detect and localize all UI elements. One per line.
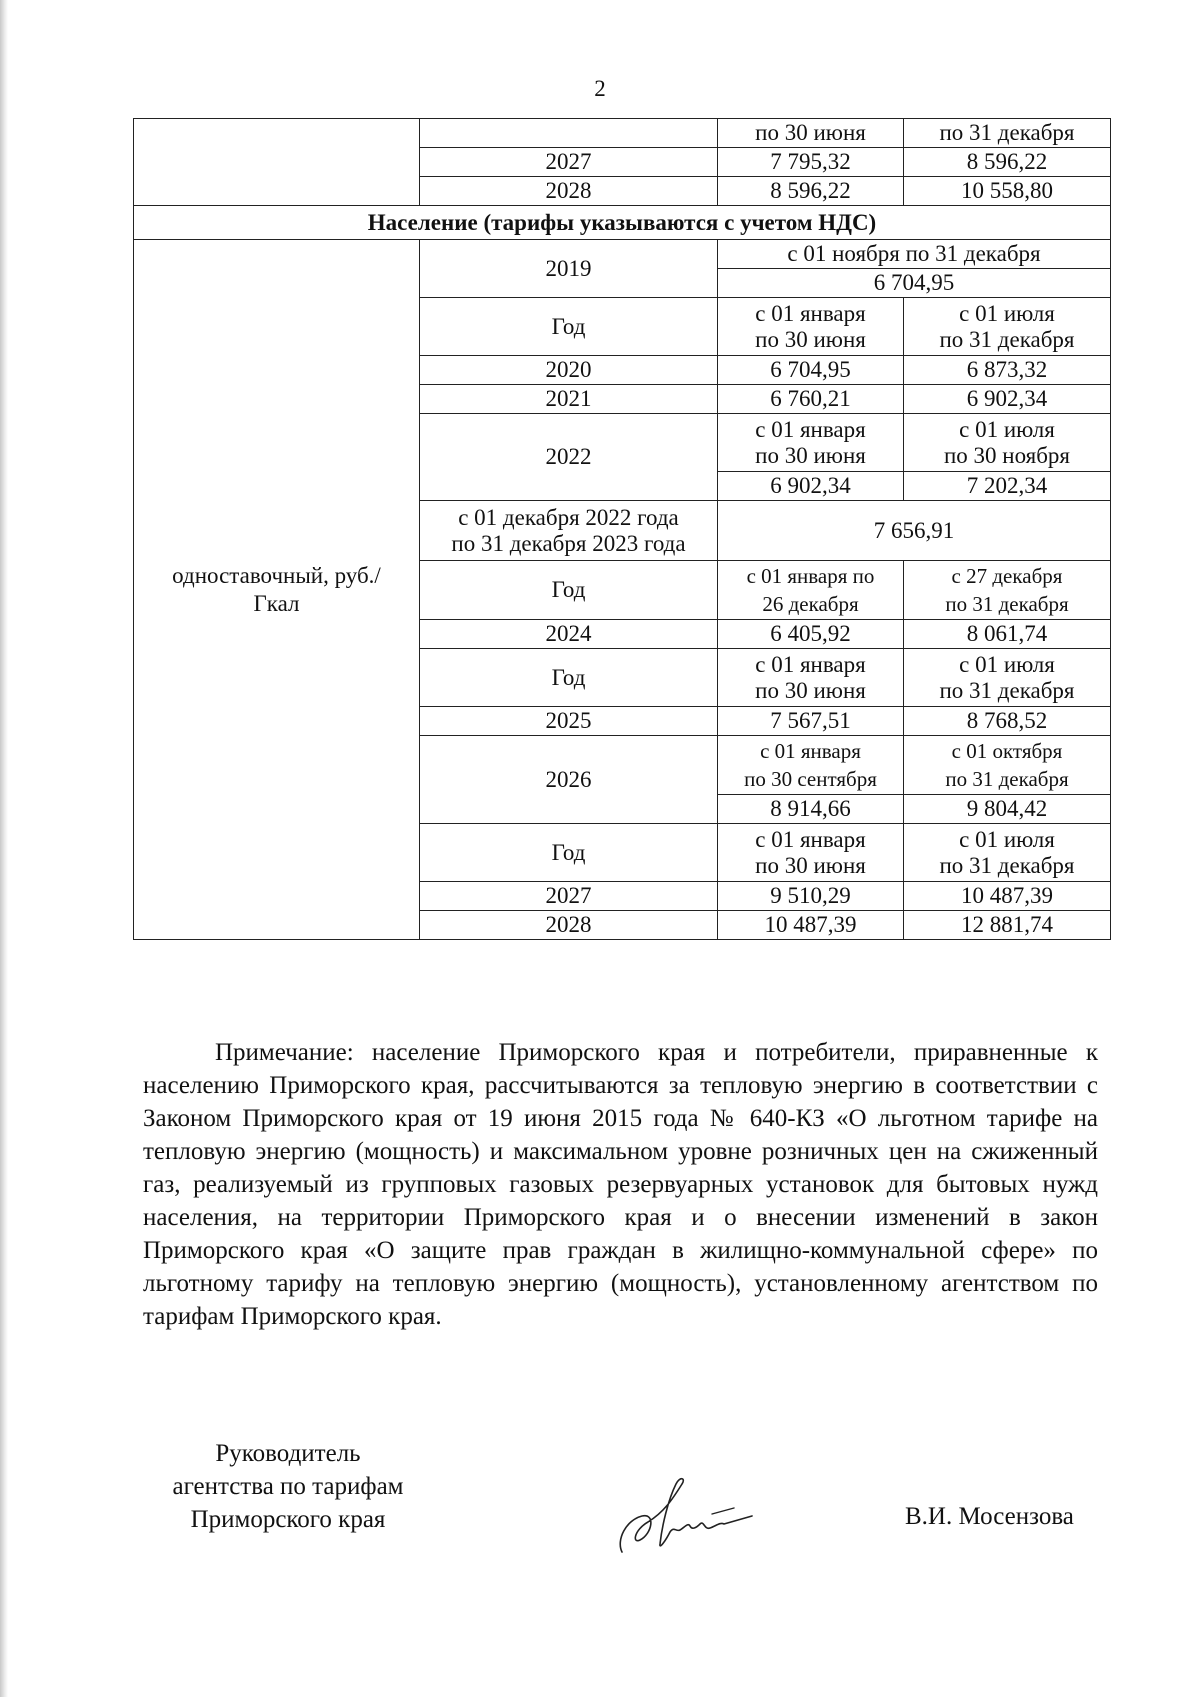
period-line: с 01 июля: [959, 416, 1055, 442]
period-cell: [718, 561, 904, 620]
year-header-cell: Год: [420, 824, 718, 882]
value-cell: 10 487,39: [904, 882, 1111, 911]
period-line: по 31 декабря: [939, 326, 1075, 352]
period-line: по 30 июня: [755, 677, 866, 703]
year-cell: 2028: [420, 177, 718, 206]
scan-edge-shadow: [0, 0, 8, 1697]
value-cell: 9 804,42: [904, 795, 1111, 824]
value-cell: 6 873,32: [904, 356, 1111, 385]
period-line: с 01 января: [755, 826, 866, 852]
period-line: по 31 декабря: [939, 677, 1075, 703]
handwritten-signature: [612, 1470, 762, 1560]
unit-label-line: одноставочный, руб./: [172, 562, 381, 588]
value-cell: 6 405,92: [718, 620, 904, 649]
period-cell: [718, 414, 904, 472]
value-cell: 6 902,34: [718, 472, 904, 501]
year-header-cell: Год: [420, 561, 718, 620]
period-line: с 01 января: [755, 651, 866, 677]
period-line: с 01 июля: [959, 300, 1055, 326]
unit-label-line: Гкал: [253, 590, 300, 616]
period-cell: [420, 501, 718, 561]
year-cell: 2020: [420, 356, 718, 385]
year-cell: 2025: [420, 707, 718, 736]
value-cell: 7 202,34: [904, 472, 1111, 501]
value-cell: 6 704,95: [718, 356, 904, 385]
table-cell: по 31 декабря: [904, 119, 1111, 148]
year-cell: 2027: [420, 148, 718, 177]
period-line: с 01 января: [755, 416, 866, 442]
table-cell: по 30 июня: [718, 119, 904, 148]
period-cell: с 01 ноября по 31 декабря: [718, 240, 1111, 269]
period-line: с 01 января: [760, 739, 861, 763]
section-title: Население (тарифы указываются с учетом НДС): [134, 206, 1111, 240]
value-cell: 6 902,34: [904, 385, 1111, 414]
value-cell: 9 510,29: [718, 882, 904, 911]
period-line: по 30 июня: [755, 442, 866, 468]
table-cell: [134, 119, 420, 206]
value-cell: 12 881,74: [904, 911, 1111, 940]
table-row: [134, 240, 1111, 269]
period-line: с 01 июля: [959, 651, 1055, 677]
table-row: [134, 119, 1111, 148]
period-line: по 31 декабря: [945, 767, 1069, 791]
period-line: по 30 июня: [755, 852, 866, 878]
value-cell: 8 768,52: [904, 707, 1111, 736]
value-cell: 6 704,95: [718, 269, 1111, 298]
value-cell: 10 558,80: [904, 177, 1111, 206]
tariff-table: [133, 118, 1111, 940]
period-line: с 01 июля: [959, 826, 1055, 852]
note-paragraph: Примечание: население Приморского края и потребители, приравненные к населению Приморского края, рассчитываются за тепловую энергию в соответствии с Законом Приморского края от 19 июня 2015 года № 640-КЗ «О льготном тарифе на тепловую энергию (мощность) и максимальном уровне розничных цен на сжиженный газ, реализуемый из групповых газовых резервуарных установок для бытовых нужд населения, на территории Приморского края и о внесении изменений в закон Приморского края «О защите прав граждан в жилищно-коммунальной сфере» по льготному тарифу на тепловую энергию (мощность), установленному агентством по тарифам Приморского края.: [143, 1039, 1098, 1330]
value-cell: 7 795,32: [718, 148, 904, 177]
value-cell: 8 061,74: [904, 620, 1111, 649]
period-line: по 30 ноября: [943, 442, 1071, 468]
year-cell: 2022: [420, 414, 718, 501]
period-line: с 01 января по: [746, 564, 875, 588]
table-row: [134, 206, 1111, 240]
period-cell: [904, 414, 1111, 472]
period-line: по 31 декабря: [945, 592, 1069, 616]
period-cell: [904, 298, 1111, 356]
page-number: 2: [594, 76, 606, 101]
table-cell: [420, 119, 718, 148]
signatory-title-line: Руководитель: [215, 1440, 361, 1467]
period-line: с 27 декабря: [951, 564, 1063, 588]
year-cell: 2027: [420, 882, 718, 911]
period-cell: [904, 736, 1111, 795]
period-line: с 01 января: [755, 300, 866, 326]
value-cell: 8 596,22: [904, 148, 1111, 177]
value-cell: 8 914,66: [718, 795, 904, 824]
signatory-title: [143, 1437, 433, 1536]
value-cell: 8 596,22: [718, 177, 904, 206]
period-cell: [904, 824, 1111, 882]
signatory-title-line: Приморского края: [190, 1506, 386, 1533]
unit-label: [134, 240, 420, 940]
year-cell: 2026: [420, 736, 718, 824]
signer-name: В.И. Мосензова: [905, 1503, 1074, 1530]
period-cell: [718, 736, 904, 795]
year-header-cell: Год: [420, 649, 718, 707]
year-header-cell: Год: [420, 298, 718, 356]
year-cell: 2019: [420, 240, 718, 298]
value-cell: 7 567,51: [718, 707, 904, 736]
period-line: по 31 декабря 2023 года: [451, 530, 686, 556]
signatory-title-line: агентства по тарифам: [172, 1473, 404, 1500]
value-cell: 7 656,91: [718, 501, 1111, 561]
period-line: с 01 декабря 2022 года: [458, 504, 679, 530]
period-line: 26 декабря: [762, 592, 859, 616]
period-cell: [718, 298, 904, 356]
year-cell: 2021: [420, 385, 718, 414]
period-cell: [718, 824, 904, 882]
period-line: по 31 декабря: [939, 852, 1075, 878]
period-line: по 30 сентября: [744, 767, 877, 791]
value-cell: 10 487,39: [718, 911, 904, 940]
year-cell: 2028: [420, 911, 718, 940]
value-cell: 6 760,21: [718, 385, 904, 414]
period-line: с 01 октября: [951, 739, 1063, 763]
period-cell: [904, 649, 1111, 707]
period-cell: [718, 649, 904, 707]
period-line: по 30 июня: [755, 326, 866, 352]
period-cell: [904, 561, 1111, 620]
year-cell: 2024: [420, 620, 718, 649]
